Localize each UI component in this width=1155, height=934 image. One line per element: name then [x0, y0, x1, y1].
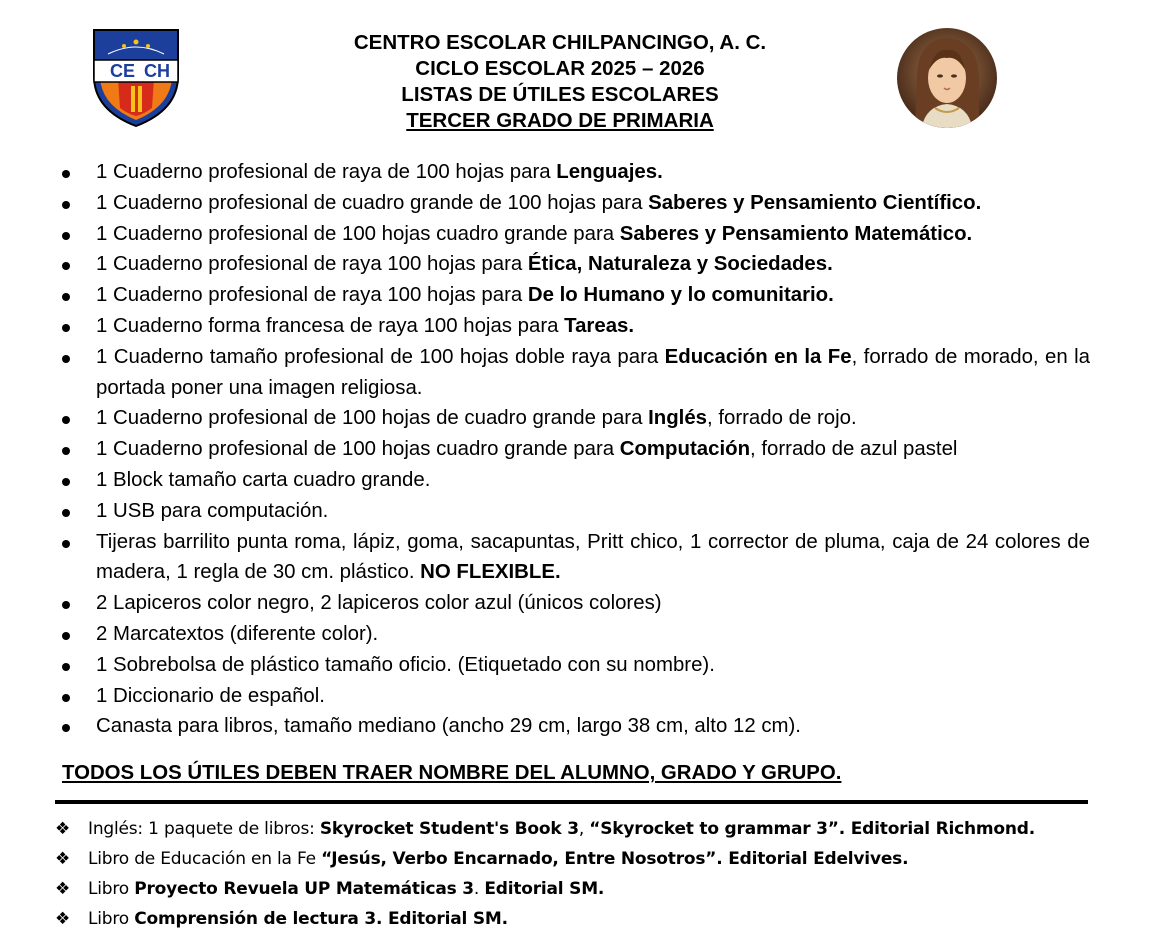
bullet-icon	[62, 416, 70, 424]
items-list-item	[60, 496, 1090, 527]
bullet-icon	[62, 262, 70, 270]
items-item-text: Canasta para libros, tamaño mediano (ancho 29 cm, largo 38 cm, alto 12 cm).	[96, 715, 801, 738]
books-list-item	[55, 904, 1095, 934]
items-list-item	[60, 403, 1090, 434]
items-item-text: Computación	[619, 438, 751, 461]
diamond-bullet-icon: ❖	[55, 819, 71, 839]
books-item-text: Proyecto Revuela UP Matemáticas 3	[134, 879, 474, 899]
items-item-text: 1 Cuaderno profesional de 100 hojas cuadro grande para	[96, 438, 620, 461]
items-item-text: , forrado de rojo.	[707, 407, 857, 430]
bullet-icon	[62, 478, 70, 486]
bullet-icon	[62, 601, 70, 609]
items-item-text: Tareas.	[564, 314, 635, 337]
diamond-bullet-icon: ❖	[55, 909, 71, 929]
items-item-text: Educación en la Fe	[664, 345, 852, 368]
items-list-item	[60, 681, 1090, 712]
books-item-text: Editorial SM.	[484, 879, 605, 899]
items-item-text: 1 USB para computación.	[96, 499, 329, 522]
items-list-item	[60, 588, 1090, 619]
items-item-text: 2 Marcatextos (diferente color).	[96, 622, 379, 645]
document-header	[300, 30, 820, 134]
bullet-icon	[62, 540, 70, 548]
bullet-icon	[62, 324, 70, 332]
bullet-icon	[62, 663, 70, 671]
items-list-item	[60, 434, 1090, 465]
items-list-item	[60, 249, 1090, 280]
items-item-text: Ética, Naturaleza y Sociedades.	[527, 253, 833, 276]
grade-title: TERCER GRADO DE PRIMARIA	[406, 109, 714, 132]
items-list-item	[60, 157, 1090, 188]
list-title: LISTAS DE ÚTILES ESCOLARES	[401, 83, 719, 106]
items-item-text: 1 Cuaderno profesional de 100 hojas cuadro grande para	[96, 222, 620, 245]
items-item-text: Saberes y Pensamiento Científico.	[648, 191, 982, 214]
items-item-text: 1 Cuaderno profesional de raya de 100 hojas para	[96, 161, 557, 183]
bullet-icon	[62, 201, 70, 209]
bullet-icon	[62, 632, 70, 640]
bullet-icon	[62, 724, 70, 732]
items-item-text: , forrado de morado, en la portada poner una imagen religiosa.	[96, 345, 1090, 399]
school-name: CENTRO ESCOLAR CHILPANCINGO, A. C.	[353, 31, 767, 54]
supplies-list	[60, 157, 1090, 742]
books-item-text: “Jesús, Verbo Encarnado, Entre Nosotros”. Editorial Edelvives.	[321, 849, 909, 869]
items-item-text: 2 Lapiceros color negro, 2 lapiceros color azul (únicos colores)	[96, 592, 662, 615]
school-crest-logo	[88, 24, 184, 130]
religious-portrait-image	[895, 26, 999, 130]
books-list-item	[55, 844, 1095, 874]
items-item-text: 1 Cuaderno forma francesa de raya 100 hojas para	[96, 314, 565, 337]
crest-letters-left: CE	[110, 61, 136, 81]
bullet-icon	[62, 293, 70, 301]
items-item-text: Lenguajes.	[556, 161, 663, 183]
items-list-item	[60, 280, 1090, 311]
items-list-item	[60, 219, 1090, 250]
items-item-text: Saberes y Pensamiento Matemático.	[619, 222, 973, 245]
items-item-text: 1 Sobrebolsa de plástico tamaño oficio. (Etiquetado con su nombre).	[96, 653, 715, 676]
items-list-item	[60, 711, 1090, 742]
books-list-item	[55, 874, 1095, 904]
items-item-text: De lo Humano y lo comunitario.	[527, 284, 834, 307]
books-item-text: .	[473, 879, 485, 899]
items-item-text: 1 Cuaderno tamaño profesional de 100 hojas doble raya para	[96, 345, 665, 368]
items-item-text: 1 Diccionario de español.	[96, 684, 325, 707]
books-item-text: ,	[578, 819, 590, 839]
diamond-bullet-icon: ❖	[55, 879, 71, 899]
items-item-text: 1 Cuaderno profesional de cuadro grande de 100 hojas para	[96, 191, 649, 214]
books-item-text: “Skyrocket to grammar 3”. Editorial Richmond.	[589, 819, 1036, 839]
items-list-item	[60, 188, 1090, 219]
bullet-icon	[62, 447, 70, 455]
books-list-item	[55, 814, 1095, 844]
items-item-text: NO FLEXIBLE.	[420, 561, 561, 584]
bullet-icon	[62, 355, 70, 363]
books-item-text: Libro	[88, 879, 135, 899]
items-list-item	[60, 465, 1090, 496]
crest-letters-right: CH	[144, 61, 170, 81]
items-item-text: 1 Cuaderno profesional de 100 hojas de cuadro grande para	[96, 407, 649, 430]
bullet-icon	[62, 694, 70, 702]
books-item-text: Libro de Educación en la Fe	[88, 849, 322, 869]
diamond-bullet-icon: ❖	[55, 849, 71, 869]
items-list-item	[60, 311, 1090, 342]
books-item-text: Inglés: 1 paquete de libros:	[88, 819, 320, 839]
books-item-text: Comprensión de lectura 3. Editorial SM.	[134, 909, 508, 929]
items-list-item	[60, 619, 1090, 650]
items-item-text: Tijeras barrilito punta roma, lápiz, goma, sacapuntas, Pritt chico, 1 corrector de pluma, caja de 24 colores de madera, 1 regla de 30 cm. plástico.	[96, 530, 1090, 584]
items-list-item	[60, 342, 1090, 404]
items-item-text: Inglés	[648, 407, 708, 430]
items-item-text: 1 Block tamaño carta cuadro grande.	[96, 468, 431, 491]
items-list-item	[60, 650, 1090, 681]
name-notice: TODOS LOS ÚTILES DEBEN TRAER NOMBRE DEL ALUMNO, GRADO Y GRUPO.	[62, 762, 842, 784]
bullet-icon	[62, 509, 70, 517]
items-list-item	[60, 527, 1090, 589]
bullet-icon	[62, 170, 70, 178]
bullet-icon	[62, 232, 70, 240]
items-item-text: , forrado de azul pastel	[750, 438, 958, 461]
books-item-text: Libro	[88, 909, 135, 929]
books-list	[55, 814, 1095, 934]
items-item-text: 1 Cuaderno profesional de raya 100 hojas para	[96, 284, 528, 307]
items-item-text: 1 Cuaderno profesional de raya 100 hojas para	[96, 253, 528, 276]
books-item-text: Skyrocket Student's Book 3	[319, 819, 579, 839]
section-divider	[55, 800, 1088, 804]
school-cycle: CICLO ESCOLAR 2025 – 2026	[415, 57, 705, 80]
